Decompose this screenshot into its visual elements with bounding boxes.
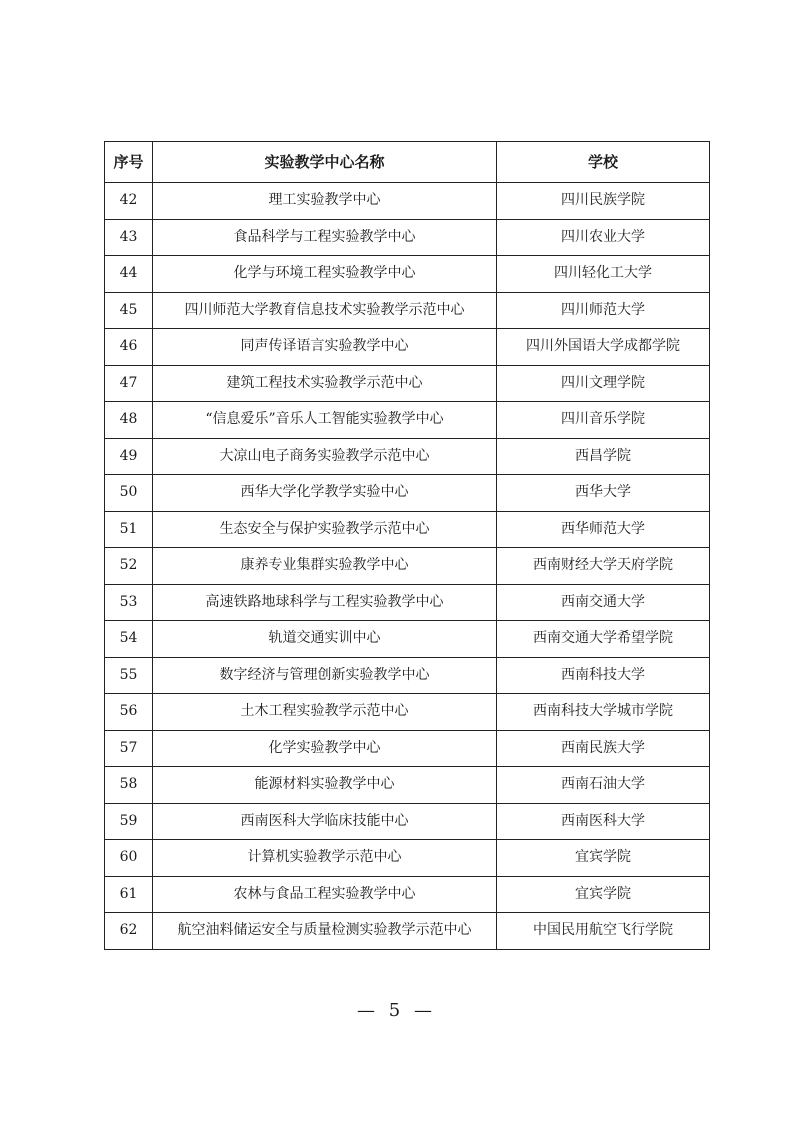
cell-no: 50	[105, 475, 153, 512]
cell-center-name: 化学与环境工程实验教学中心	[153, 256, 497, 293]
cell-center-name: 四川师范大学教育信息技术实验教学示范中心	[153, 292, 497, 329]
table-row	[105, 511, 710, 548]
table-row	[105, 475, 710, 512]
table-header-row	[105, 142, 710, 183]
cell-school: 四川师范大学	[497, 292, 710, 329]
cell-no: 46	[105, 329, 153, 366]
cell-no: 43	[105, 219, 153, 256]
cell-no: 59	[105, 803, 153, 840]
cell-no: 58	[105, 767, 153, 804]
header-no: 序号	[105, 142, 153, 183]
cell-school: 西南医科大学	[497, 803, 710, 840]
table-row	[105, 621, 710, 658]
cell-school: 西华师范大学	[497, 511, 710, 548]
cell-no: 61	[105, 876, 153, 913]
cell-no: 62	[105, 913, 153, 950]
table-row	[105, 256, 710, 293]
table-row	[105, 329, 710, 366]
cell-school: 西南交通大学希望学院	[497, 621, 710, 658]
cell-center-name: 轨道交通实训中心	[153, 621, 497, 658]
cell-no: 52	[105, 548, 153, 585]
cell-center-name: 农林与食品工程实验教学中心	[153, 876, 497, 913]
header-school: 学校	[497, 142, 710, 183]
cell-school: 四川音乐学院	[497, 402, 710, 439]
cell-center-name: 航空油料储运安全与质量检测实验教学示范中心	[153, 913, 497, 950]
cell-school: 西南财经大学天府学院	[497, 548, 710, 585]
cell-center-name: 土木工程实验教学示范中心	[153, 694, 497, 731]
cell-no: 60	[105, 840, 153, 877]
cell-center-name: 高速铁路地球科学与工程实验教学中心	[153, 584, 497, 621]
cell-no: 49	[105, 438, 153, 475]
table-row	[105, 584, 710, 621]
cell-school: 四川外国语大学成都学院	[497, 329, 710, 366]
table-body	[105, 183, 710, 950]
page-number: — 5 —	[357, 1000, 436, 1021]
cell-no: 51	[105, 511, 153, 548]
cell-school: 四川轻化工大学	[497, 256, 710, 293]
cell-school: 西南交通大学	[497, 584, 710, 621]
cell-no: 57	[105, 730, 153, 767]
cell-center-name: 西华大学化学教学实验中心	[153, 475, 497, 512]
cell-center-name: 大凉山电子商务实验教学示范中心	[153, 438, 497, 475]
cell-center-name: 生态安全与保护实验教学示范中心	[153, 511, 497, 548]
cell-no: 56	[105, 694, 153, 731]
cell-school: 西南科技大学城市学院	[497, 694, 710, 731]
cell-center-name: 计算机实验教学示范中心	[153, 840, 497, 877]
cell-center-name: 理工实验教学中心	[153, 183, 497, 220]
cell-center-name: 西南医科大学临床技能中心	[153, 803, 497, 840]
table-row	[105, 840, 710, 877]
cell-no: 42	[105, 183, 153, 220]
cell-school: 中国民用航空飞行学院	[497, 913, 710, 950]
cell-no: 55	[105, 657, 153, 694]
cell-school: 西南石油大学	[497, 767, 710, 804]
table-row	[105, 767, 710, 804]
table-row	[105, 548, 710, 585]
table-row	[105, 876, 710, 913]
header-name: 实验教学中心名称	[153, 142, 497, 183]
cell-center-name: “信息爱乐”音乐人工智能实验教学中心	[153, 402, 497, 439]
cell-school: 宜宾学院	[497, 840, 710, 877]
table-row	[105, 913, 710, 950]
table-row	[105, 803, 710, 840]
table-row	[105, 183, 710, 220]
centers-table	[104, 141, 710, 950]
cell-school: 宜宾学院	[497, 876, 710, 913]
cell-no: 48	[105, 402, 153, 439]
cell-school: 西南民族大学	[497, 730, 710, 767]
cell-center-name: 建筑工程技术实验教学示范中心	[153, 365, 497, 402]
cell-center-name: 康养专业集群实验教学中心	[153, 548, 497, 585]
cell-center-name: 化学实验教学中心	[153, 730, 497, 767]
table-row	[105, 694, 710, 731]
cell-no: 45	[105, 292, 153, 329]
table-row	[105, 219, 710, 256]
cell-no: 44	[105, 256, 153, 293]
table-row	[105, 730, 710, 767]
table-row	[105, 365, 710, 402]
cell-no: 53	[105, 584, 153, 621]
table-row	[105, 438, 710, 475]
table-row	[105, 402, 710, 439]
cell-center-name: 能源材料实验教学中心	[153, 767, 497, 804]
cell-school: 西昌学院	[497, 438, 710, 475]
cell-no: 47	[105, 365, 153, 402]
cell-center-name: 数字经济与管理创新实验教学中心	[153, 657, 497, 694]
cell-school: 四川农业大学	[497, 219, 710, 256]
cell-center-name: 食品科学与工程实验教学中心	[153, 219, 497, 256]
cell-school: 西华大学	[497, 475, 710, 512]
cell-school: 西南科技大学	[497, 657, 710, 694]
cell-no: 54	[105, 621, 153, 658]
table-row	[105, 292, 710, 329]
table-row	[105, 657, 710, 694]
cell-school: 四川文理学院	[497, 365, 710, 402]
cell-school: 四川民族学院	[497, 183, 710, 220]
cell-center-name: 同声传译语言实验教学中心	[153, 329, 497, 366]
